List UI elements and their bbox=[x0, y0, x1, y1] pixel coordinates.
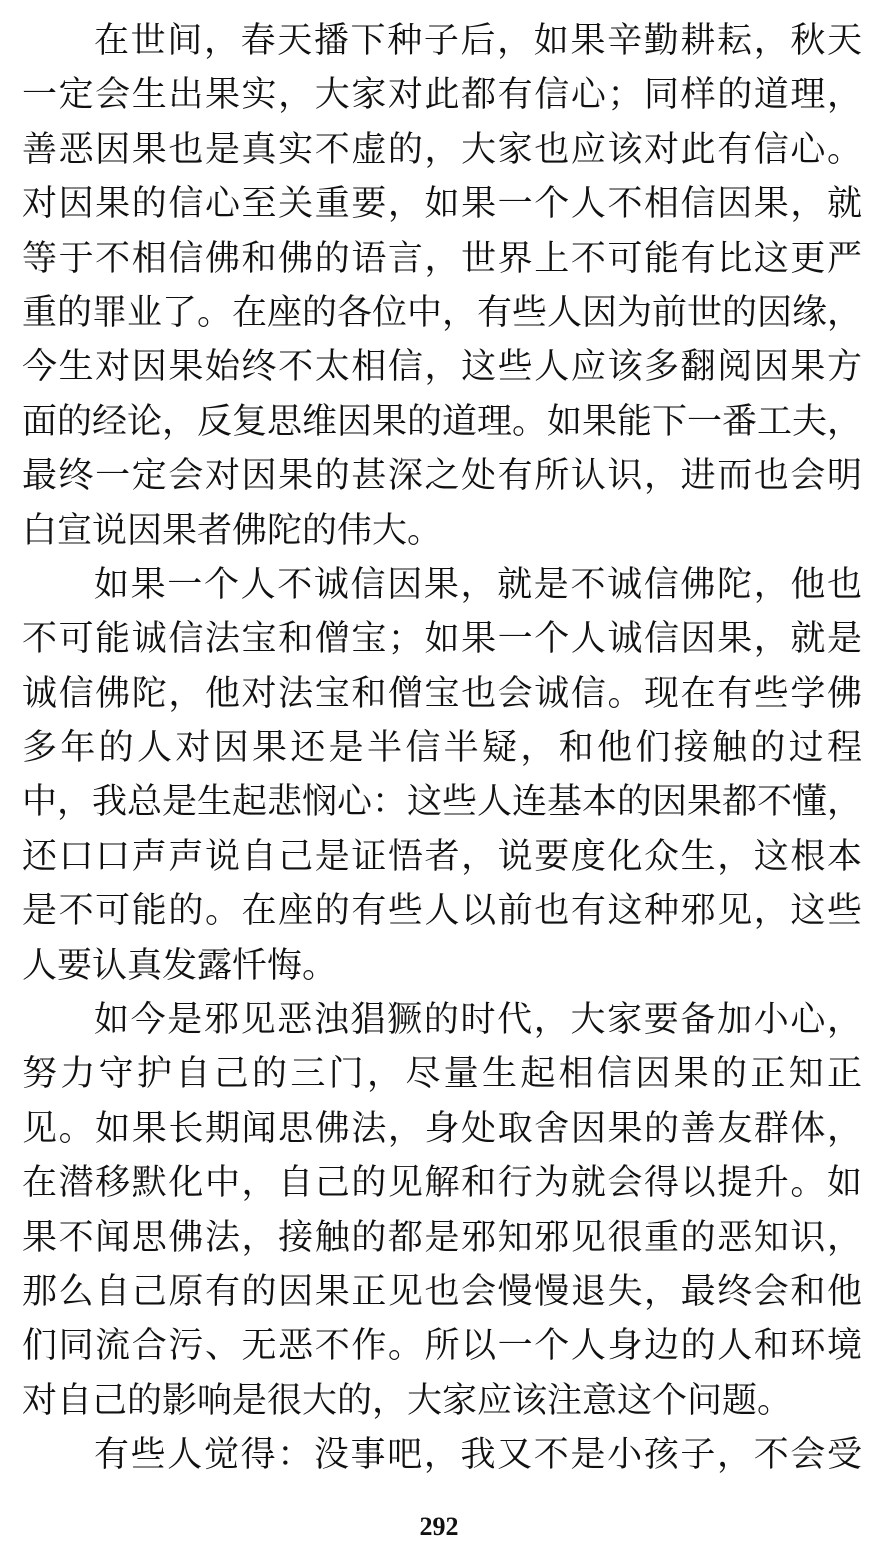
text-line: 如果一个人不诚信因果，就是不诚信佛陀，他也 bbox=[94, 564, 862, 605]
page-number: 292 bbox=[419, 1512, 459, 1541]
text-line: 果不闻思佛法，接触的都是邪知邪见很重的恶知识， bbox=[22, 1217, 862, 1258]
text-line: 对自己的影响是很大的，大家应该注意这个问题。 bbox=[22, 1380, 793, 1421]
text-line: 诚信佛陀，他对法宝和僧宝也会诚信。现在有些学佛 bbox=[22, 673, 862, 714]
paragraph-1 bbox=[22, 14, 862, 558]
text-line: 们同流合污、无恶不作。所以一个人身边的人和环境 bbox=[22, 1326, 862, 1367]
text-line: 等于不相信佛和佛的语言，世界上不可能有比这更严 bbox=[22, 238, 862, 279]
text-line: 如今是邪见恶浊猖獗的时代，大家要备加小心， bbox=[94, 1000, 862, 1041]
text-line: 努力守护自己的三门，尽量生起相信因果的正知正 bbox=[22, 1054, 862, 1095]
text-line: 在潜移默化中，自己的见解和行为就会得以提升。如 bbox=[22, 1163, 862, 1204]
text-line: 多年的人对因果还是半信半疑，和他们接触的过程 bbox=[22, 728, 862, 769]
text-line: 在世间，春天播下种子后，如果辛勤耕耘，秋天 bbox=[94, 21, 862, 61]
text-line: 最终一定会对因果的甚深之处有所认识，进而也会明 bbox=[22, 456, 862, 497]
body-text bbox=[22, 14, 862, 1483]
text-line: 人要认真发露忏悔。 bbox=[22, 945, 338, 986]
paragraph-4 bbox=[22, 1428, 862, 1482]
text-line: 今生对因果始终不太相信，这些人应该多翻阅因果方 bbox=[22, 347, 862, 388]
text-line: 见。如果长期闻思佛法，身处取舍因果的善友群体， bbox=[22, 1108, 862, 1149]
paragraph-3 bbox=[22, 993, 862, 1428]
text-line: 白宣说因果者佛陀的伟大。 bbox=[22, 510, 443, 551]
text-line: 还口口声声说自己是证悟者，说要度化众生，这根本 bbox=[22, 836, 862, 877]
text-line: 那么自己原有的因果正见也会慢慢退失，最终会和他 bbox=[22, 1271, 862, 1312]
text-line: 一定会生出果实，大家对此都有信心；同样的道理， bbox=[22, 75, 862, 116]
text-line: 中，我总是生起悲悯心：这些人连基本的因果都不懂， bbox=[22, 782, 862, 823]
paragraph-2 bbox=[22, 558, 862, 993]
text-line: 是不可能的。在座的有些人以前也有这种邪见，这些 bbox=[22, 891, 862, 932]
text-line: 面的经论，反复思维因果的道理。如果能下一番工夫， bbox=[22, 401, 862, 442]
text-line: 对因果的信心至关重要，如果一个人不相信因果，就 bbox=[22, 184, 862, 225]
text-line: 有些人觉得：没事吧，我又不是小孩子，不会受 bbox=[94, 1435, 862, 1476]
text-line: 重的罪业了。在座的各位中，有些人因为前世的因缘， bbox=[22, 292, 862, 333]
text-line: 善恶因果也是真实不虚的，大家也应该对此有信心。 bbox=[22, 129, 862, 170]
text-line: 不可能诚信法宝和僧宝；如果一个人诚信因果，就是 bbox=[22, 619, 862, 660]
